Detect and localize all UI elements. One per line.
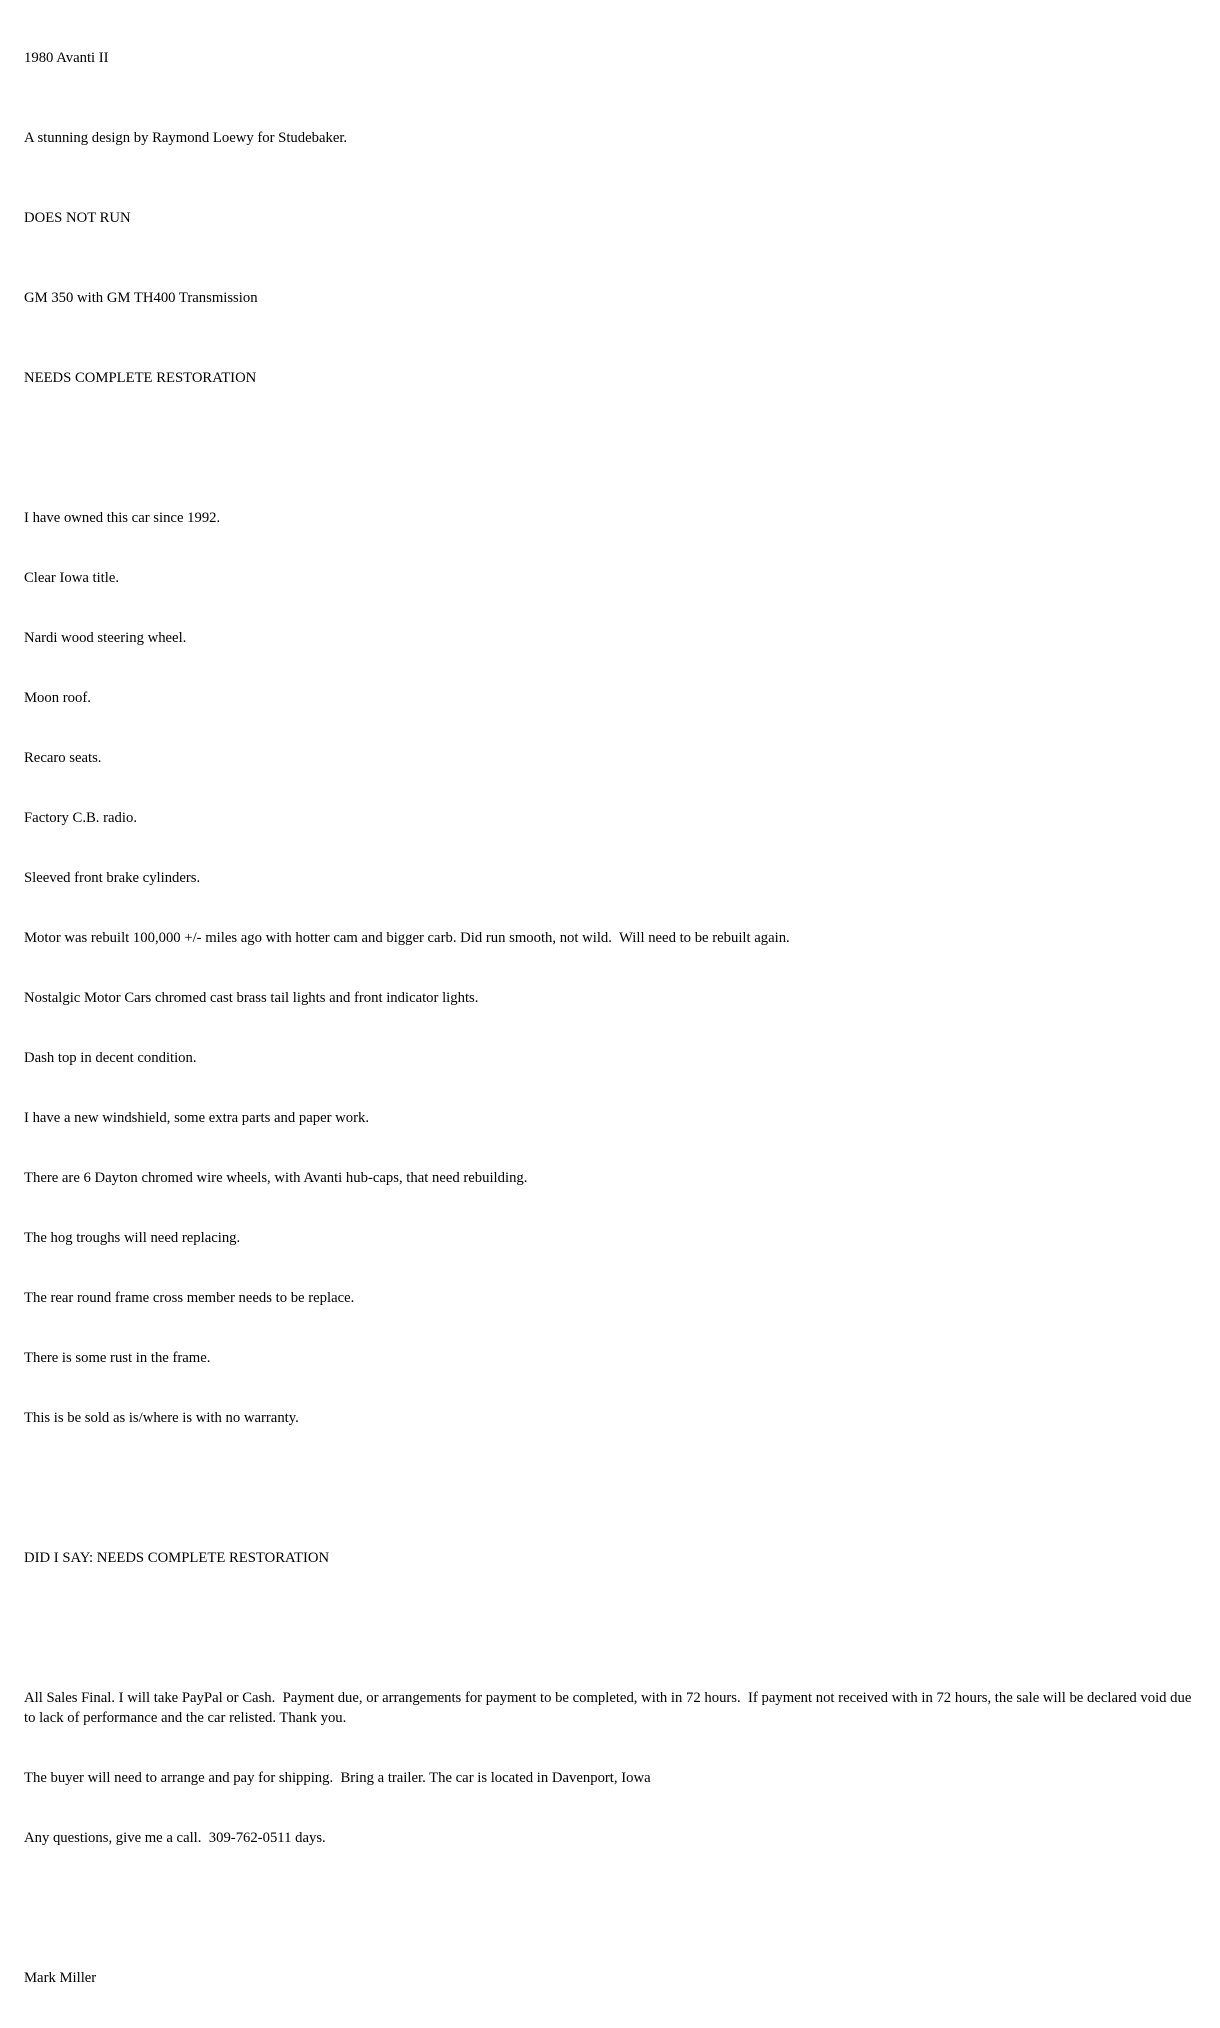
restoration-reminder: DID I SAY: NEEDS COMPLETE RESTORATION bbox=[24, 1550, 330, 1566]
detail-line: There is some rust in the frame. bbox=[24, 1350, 211, 1366]
seller-name: Mark Miller bbox=[24, 1970, 97, 1986]
listing-title: 1980 Avanti II bbox=[24, 50, 109, 66]
detail-line: Nardi wood steering wheel. bbox=[24, 630, 187, 646]
detail-line: I have owned this car since 1992. bbox=[24, 510, 221, 526]
terms-line: Any questions, give me a call. 309-762-0511 days. bbox=[24, 1830, 326, 1846]
sale-terms bbox=[24, 1648, 1194, 1888]
detail-line: Recaro seats. bbox=[24, 750, 102, 766]
detail-line: Motor was rebuilt 100,000 +/- miles ago with hotter cam and bigger carb. Did run smooth, not wild. Will need to be rebuilt again. bbox=[24, 930, 790, 946]
run-status: DOES NOT RUN bbox=[24, 210, 131, 226]
restoration-notice: NEEDS COMPLETE RESTORATION bbox=[24, 370, 257, 386]
detail-line: Dash top in decent condition. bbox=[24, 1050, 197, 1066]
detail-line: Nostalgic Motor Cars chromed cast brass tail lights and front indicator lights. bbox=[24, 990, 479, 1006]
detail-line: I have a new windshield, some extra parts and paper work. bbox=[24, 1110, 370, 1126]
terms-line: The buyer will need to arrange and pay for shipping. Bring a trailer. The car is located in Davenport, Iowa bbox=[24, 1770, 651, 1786]
detail-line: Sleeved front brake cylinders. bbox=[24, 870, 201, 886]
detail-line: Factory C.B. radio. bbox=[24, 810, 137, 826]
details-list bbox=[24, 468, 1194, 1468]
drivetrain-info: GM 350 with GM TH400 Transmission bbox=[24, 290, 258, 306]
terms-line: All Sales Final. I will take PayPal or Cash. Payment due, or arrangements for payment to be completed, with in 72 hours. If payment not received with in 72 hours, the sale will be declared void due to lack of performance and the car relisted. Thank you. bbox=[24, 1690, 1196, 1726]
detail-line: Moon roof. bbox=[24, 690, 91, 706]
detail-line: This is be sold as is/where is with no warranty. bbox=[24, 1410, 299, 1426]
listing-description bbox=[24, 8, 1194, 2028]
detail-line: The rear round frame cross member needs to be replace. bbox=[24, 1290, 355, 1306]
detail-line: The hog troughs will need replacing. bbox=[24, 1230, 241, 1246]
detail-line: Clear Iowa title. bbox=[24, 570, 120, 586]
detail-line: There are 6 Dayton chromed wire wheels, with Avanti hub-caps, that need rebuilding. bbox=[24, 1170, 528, 1186]
listing-tagline: A stunning design by Raymond Loewy for Studebaker. bbox=[24, 130, 348, 146]
